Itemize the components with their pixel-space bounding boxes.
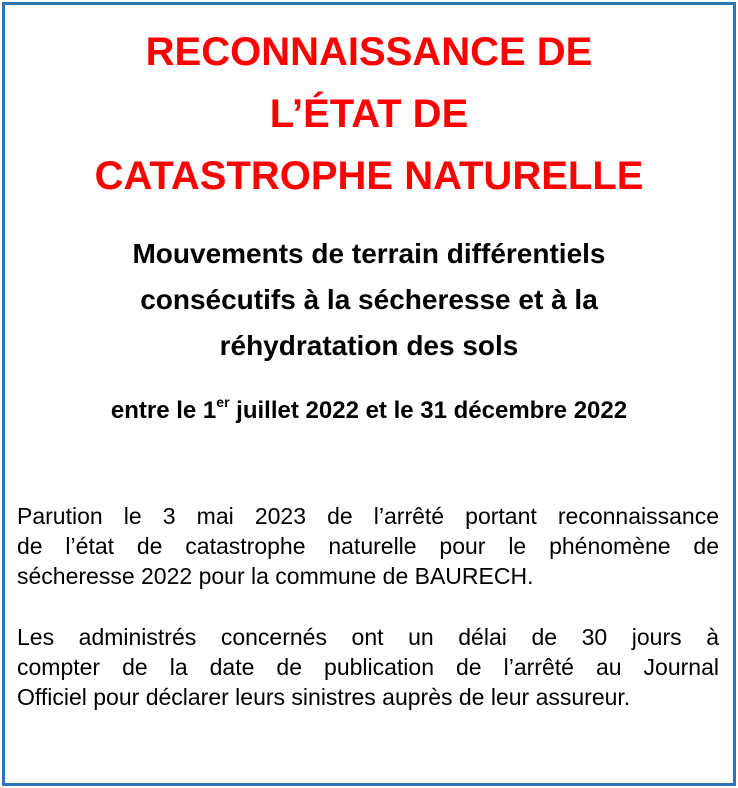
paragraph2-line-1: Les administrés concernés ont un délai de 30 jours à — [17, 624, 719, 650]
subtitle-line-1: Mouvements de terrain différentiels — [132, 238, 606, 269]
notice-subtitle — [5, 231, 733, 369]
date-range — [5, 391, 733, 431]
publication-paragraph — [17, 501, 719, 591]
date-range-prefix: entre le 1 — [110, 397, 217, 424]
paragraph2-line-3: Officiel pour déclarer leurs sinistres auprès de leur assureur. — [17, 684, 631, 710]
paragraph2-line-2: compter de la date de publication de l’arrêté au Journal — [17, 654, 719, 680]
paragraph1-line-3: sécheresse 2022 pour la commune de BAURECH. — [17, 563, 534, 589]
title-line-2: L’ÉTAT DE — [269, 92, 469, 136]
title-line-1: RECONNAISSANCE DE — [145, 30, 593, 74]
date-range-superscript: er — [216, 394, 230, 410]
subtitle-line-3: réhydratation des sols — [219, 330, 519, 361]
paragraph1-line-2: de l’état de catastrophe naturelle pour le phénomène de — [17, 533, 719, 559]
subtitle-line-2: consécutifs à la sécheresse et à la — [140, 284, 598, 315]
notice-title — [5, 21, 733, 207]
title-line-3: CATASTROPHE NATURELLE — [94, 154, 644, 198]
date-range-suffix: juillet 2022 et le 31 décembre 2022 — [229, 397, 628, 424]
deadline-paragraph — [17, 622, 719, 712]
notice-frame — [2, 2, 736, 786]
paragraph1-line-1: Parution le 3 mai 2023 de l’arrêté portant reconnaissance — [17, 503, 719, 529]
